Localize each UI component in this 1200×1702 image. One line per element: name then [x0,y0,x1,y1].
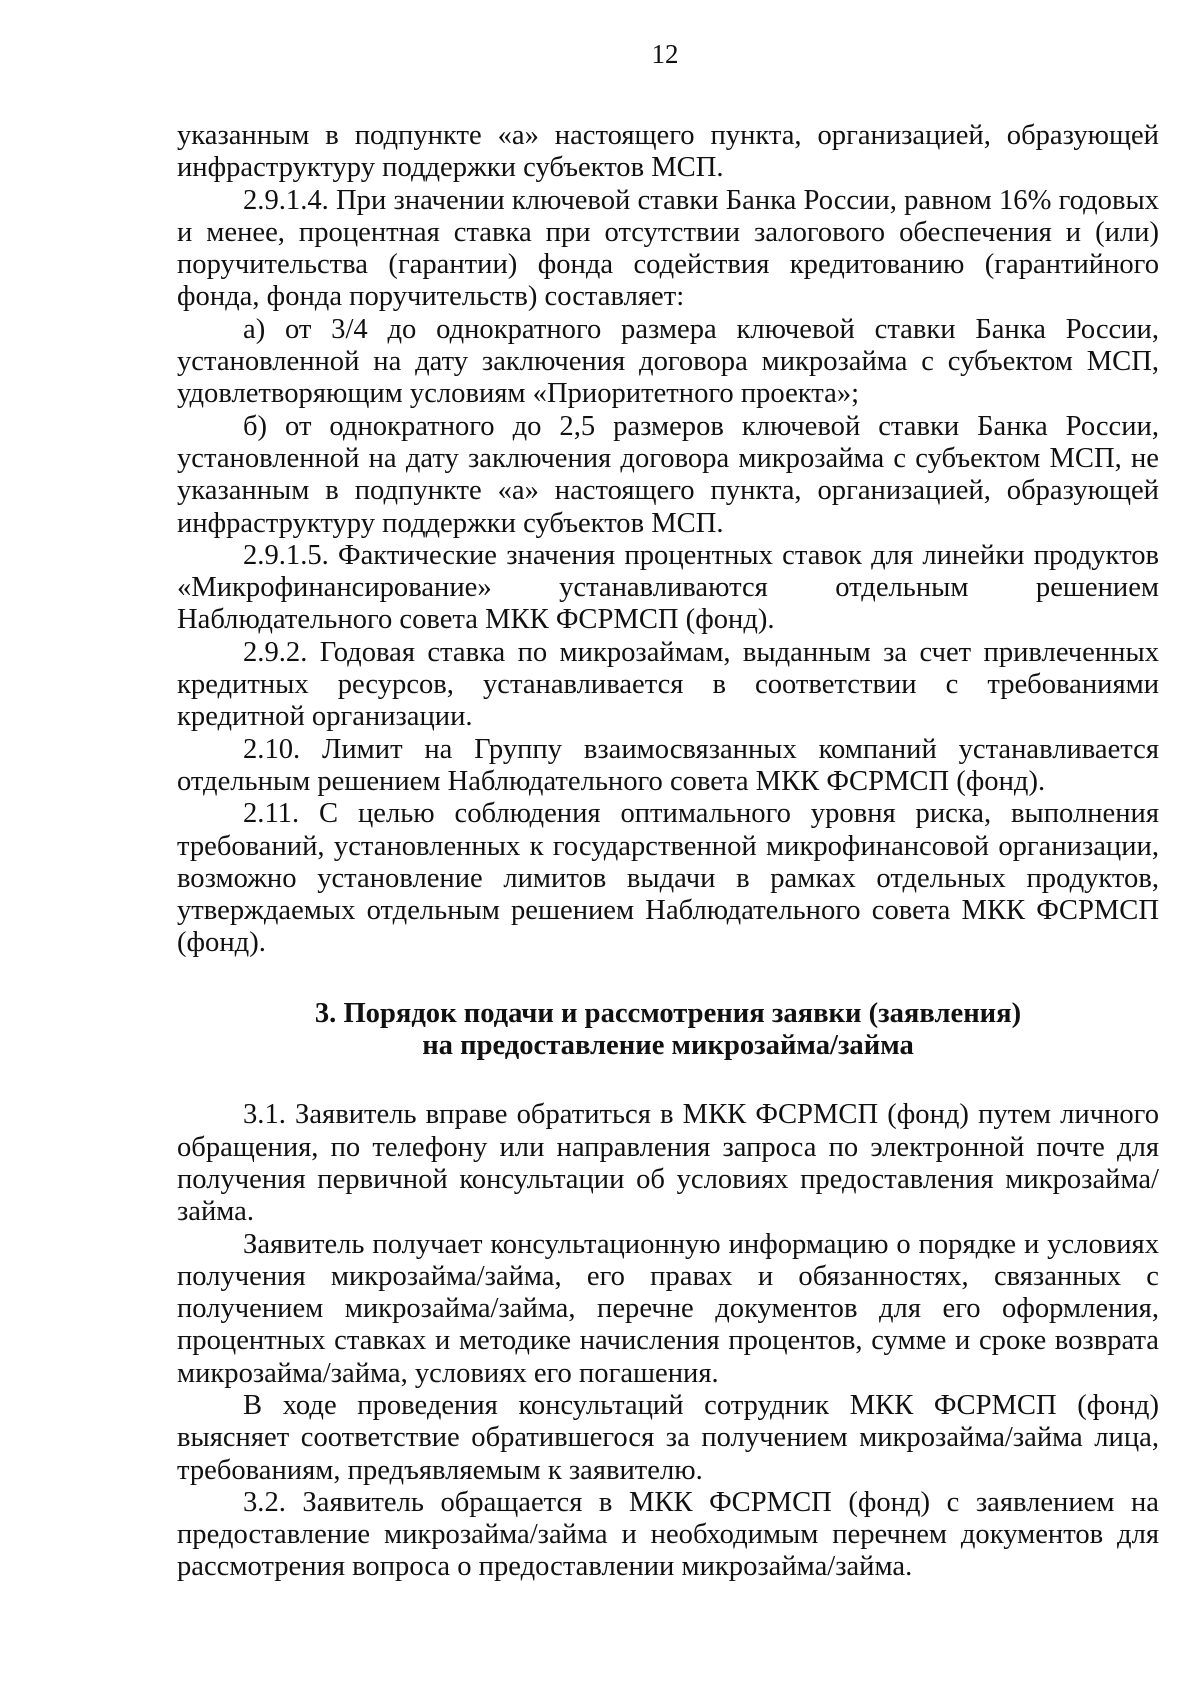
paragraph-2-10: 2.10. Лимит на Группу взаимосвязанных компаний устанавливается отдельным решением Наблюдательного совета МКК ФСРМСП (фонд). [177,733,1159,797]
paragraph-2-9-2: 2.9.2. Годовая ставка по микрозаймам, выданным за счет привлеченных кредитных ресурсов, устанавливается в соответствии с требованиями кредитной организации. [177,636,1159,733]
paragraph-consultation-check: В ходе проведения консультаций сотрудник МКК ФСРМСП (фонд) выясняет соответствие обратившегося за получением микрозайма/займа лица, требованиям, предъявляемым к заявителю. [177,1389,1159,1486]
section-heading-line-2: на предоставление микрозайма/займа [422,1030,914,1062]
section-heading [177,998,1159,1063]
section-heading-line-1: 3. Порядок подачи и рассмотрения заявки (заявления) [314,997,1022,1029]
paragraph-3-1: 3.1. Заявитель вправе обратиться в МКК ФСРМСП (фонд) путем личного обращения, по телефону или направления запроса по электронной почте для получения первичной консультации об условиях предоставления микрозайма/займа. [177,1099,1159,1228]
paragraph-item-a: а) от 3/4 до однократного размера ключевой ставки Банка России, установленной на дату заключения договора микрозайма с субъектом МСП, удовлетворяющим условиям «Приоритетного проекта»; [177,313,1159,410]
paragraph-item-b: б) от однократного до 2,5 размеров ключевой ставки Банка России, установленной на дату заключения договора микрозайма с субъектом МСП, не указанным в подпункте «а» настоящего пункта, организацией, образующей инфраструктуру поддержки субъектов МСП. [177,410,1159,539]
paragraph-continuation: указанным в подпункте «а» настоящего пункта, организацией, образующей инфраструктуру поддержки субъектов МСП. [177,120,1159,184]
paragraph-consultation-info: Заявитель получает консультационную информацию о порядке и условиях получения микрозайма/займа, его правах и обязанностях, связанных с получением микрозайма/займа, перечне документов для его оформления, процентных ставках и методике начисления процентов, сумме и сроке возврата микрозайма/займа, условиях его погашения. [177,1228,1159,1389]
paragraph-3-2: 3.2. Заявитель обращается в МКК ФСРМСП (фонд) с заявлением на предоставление микрозайма/займа и необходимым перечнем документов для рассмотрения вопроса о предоставлении микрозайма/займа. [177,1486,1159,1583]
paragraph-2-9-1-5: 2.9.1.5. Фактические значения процентных ставок для линейки продуктов «Микрофинансирование» устанавливаются отдельным решением Наблюдательного совета МКК ФСРМСП (фонд). [177,539,1159,636]
paragraph-2-9-1-4: 2.9.1.4. При значении ключевой ставки Банка России, равном 16% годовых и менее, процентная ставка при отсутствии залогового обеспечения и (или) поручительства (гарантии) фонда содействия кредитованию (гарантийного фонда, фонда поручительств) составляет: [177,184,1159,313]
page-number: 12 [651,39,679,69]
document-body [177,120,1159,1584]
paragraph-2-11: 2.11. С целью соблюдения оптимального уровня риска, выполнения требований, установленных к государственной микрофинансовой организации, возможно установление лимитов выдачи в рамках отдельных продуктов, утверждаемых отдельным решением Наблюдательного совета МКК ФСРМСП (фонд). [177,798,1159,959]
